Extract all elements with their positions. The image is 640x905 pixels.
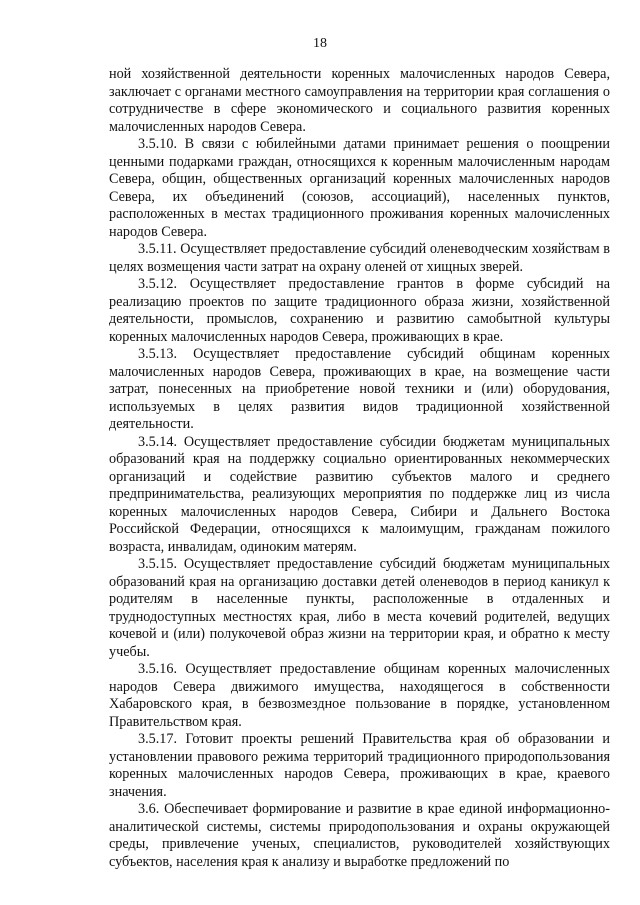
paragraph-3-5-15: 3.5.15. Осуществляет предоставление субсидий бюджетам муниципальных образований края на организацию доставки детей оленеводов в период каникул к родителям в населенные пункты, расположенные в отдаленных и труднодоступных местностях края, либо в места кочевий родителей, ведущих кочевой и (или) полукочевой образ жизни на территории края, и обратно к месту учебы.: [109, 556, 610, 660]
paragraph-continuation: ной хозяйственной деятельности коренных малочисленных народов Севера, заключает с органами местного самоуправления на территории края соглашения о сотрудничестве в сфере экономического и социального развития коренных малочисленных народов Севера.: [109, 66, 610, 135]
page-number: 18: [313, 36, 327, 51]
paragraph-3-5-10: 3.5.10. В связи с юбилейными датами принимает решения о поощрении ценными подарками граждан, относящихся к коренным малочисленным народам Севера, общин, общественных организаций коренных малочисленных народов Севера, их объединений (союзов, ассоциаций), населенных пунктов, расположенных в местах традиционного проживания коренных малочисленных народов Севера.: [109, 136, 610, 240]
paragraph-3-5-12: 3.5.12. Осуществляет предоставление грантов в форме субсидий на реализацию проектов по защите традиционного образа жизни, хозяйственной деятельности, промыслов, сохранению и развитию самобытной культуры коренных малочисленных народов Севера, проживающих в крае.: [109, 276, 610, 345]
paragraph-3-6: 3.6. Обеспечивает формирование и развитие в крае единой информационно-аналитической системы, системы природопользования и охраны окружающей среды, привлечение ученых, специалистов, руководителей хозяйствующих субъектов, населения края к анализу и выработке предложений по: [109, 801, 610, 870]
paragraph-3-5-17: 3.5.17. Готовит проекты решений Правительства края об образовании и установлении правового режима территорий традиционного природопользования коренных малочисленных народов Севера, проживающих в крае, краевого значения.: [109, 731, 610, 800]
paragraph-3-5-13: 3.5.13. Осуществляет предоставление субсидий общинам коренных малочисленных народов Севера, проживающих в крае, на возмещение части затрат, понесенных на приобретение новой техники и (или) оборудования, используемых в целях развития видов традиционной хозяйственной деятельности.: [109, 346, 610, 432]
document-body: [109, 66, 610, 871]
paragraph-3-5-11: 3.5.11. Осуществляет предоставление субсидий оленеводческим хозяйствам в целях возмещения части затрат на охрану оленей от хищных зверей.: [109, 241, 610, 275]
paragraph-3-5-14: 3.5.14. Осуществляет предоставление субсидии бюджетам муниципальных образований края на поддержку социально ориентированных некоммерческих организаций и содействие развитию субъектов малого и среднего предпринимательства, реализующих мероприятия по поддержке лиц из числа коренных малочисленных народов Севера, Сибири и Дальнего Востока Российской Федерации, относящихся к малоимущим, гражданам пожилого возраста, инвалидам, одиноким матерям.: [109, 433, 610, 555]
paragraph-3-5-16: 3.5.16. Осуществляет предоставление общинам коренных малочисленных народов Севера движимого имущества, находящегося в собственности Хабаровского края, в безвозмездное пользование в порядке, установленном Правительством края.: [109, 661, 610, 730]
